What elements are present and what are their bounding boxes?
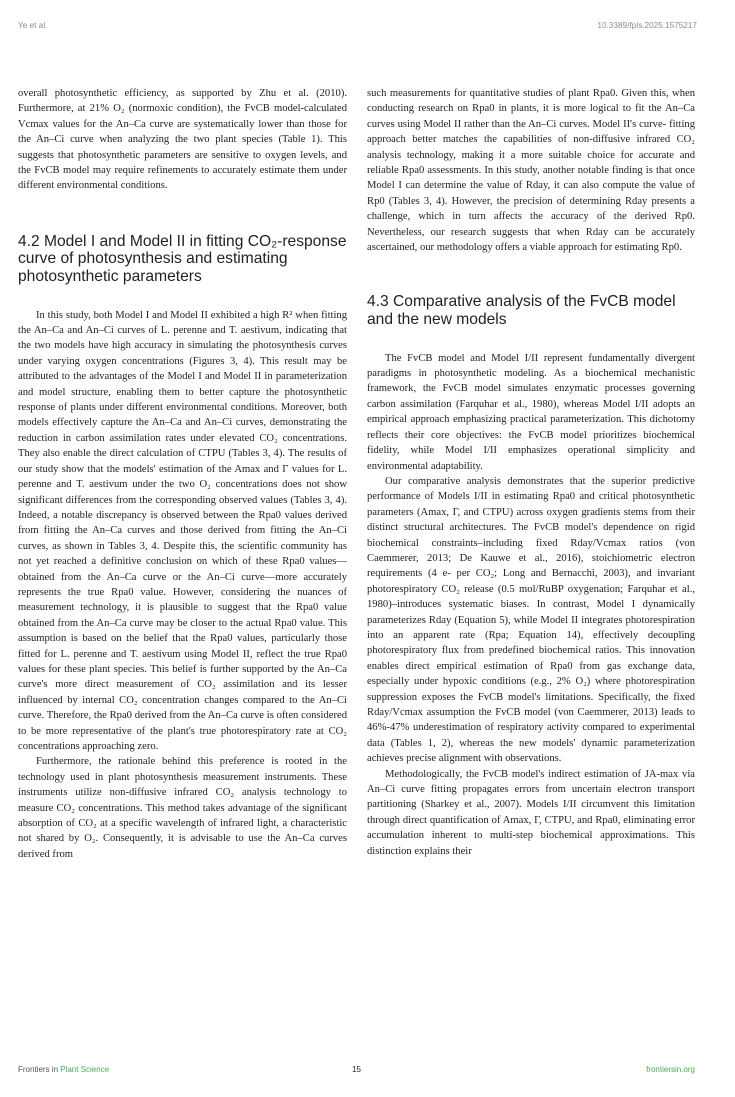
paragraph-left-3: Furthermore, the rationale behind this preference is rooted in the technology used in plant photosynthesis measurement instruments. These instruments utilize non-diffusive infrared CO₂ analysis technology to measure CO₂ concentrations. This method takes advantage of the significant absorption of CO₂ at a specific wavelength of infrared light, a characteristic not shared by O₂. Consequently, it is advisable to use the An–Ca curves derived from [18, 756, 347, 860]
section-heading-4-2: 4.2 Model I and Model II in fitting CO₂-response curve of photosynthesis and estimating photosynthetic parameters [18, 232, 347, 286]
paragraph-right-4: Methodologically, the FvCB model's indirect estimation of JA-max via An–Ci curve fitting propagates errors from uncertain electron transport partitioning (Sharkey et al., 2007). Models I/II circumvent this limitation through direct quantification of Amax, Γ, CTPU, and Rpa0, eliminating error accumulation inherent to multi-step biochemical approximations. This distinction explains their [367, 768, 695, 857]
paragraph-left-2: In this study, both Model I and Model II exhibited a high R² when fitting the An–Ca and An–Ci curves of L. perenne and T. aestivum, indicating that the two models have high accuracy in simulating the photosynthesis curves under varying oxygen concentrations (Figures 3, 4). This result may be attributed to the advantages of the Model I and Model II in parameterization and model structure, enabling them to better capture the photosynthetic response of plants under different environmental conditions. Moreover, both models effectively capture the An–Ca and An–Ci curves, demonstrating the reduction in carbon assimilation rates under elevated CO₂ concentrations. They also enable the direct calculation of CTPU (Tables 3, 4). The results of our study show that the models' estimation of the Amax and Γ values for L. perenne and T. aestivum under the two O₂ concentrations does not show significant differences from the corresponding observed values (Tables 3, 4). Indeed, a notable discrepancy is observed between the Rpa0 values derived from fitting the An–Ca curves and those derived from fitting the An–Ci curves, as shown in Tables 3, 4. Despite this, the scientific community has not yet reached a definitive conclusion on which of these Rpa0 values—obtained from the An–Ca curve or the An–Ci curve—more accurately represents the true Rpa0 value. However, considering the nuances of measurement technology, it is plausible to suggest that the Rpa0 value obtained from the An–Ca curve may be closer to the actual Rpa0 value. This assumption is based on the belief that the Rpa0 values, particularly those fitted for L. perenne and T. aestivum using Model II, reflect the true Rpa0 values for these plant species. This belief is further supported by the An–Ca curve's more direct measurement of CO₂ assimilation and its lesser influenced by internal CO₂ concentration changes compared to the An–Ci curve. Therefore, the Rpa0 derived from the An–Ca curve is often considered to be more representative of the plant's true photorespiratory rate at CO₂ concentrations approaching zero. [18, 309, 347, 752]
right-column [367, 86, 695, 859]
running-head-doi: 10.3389/fpls.2025.1575217 [597, 21, 697, 30]
section-heading-4-3: 4.3 Comparative analysis of the FvCB model and the new models [367, 293, 676, 329]
footer-journal-name[interactable]: Plant Science [60, 1065, 110, 1074]
paragraph-right-3: Our comparative analysis demonstrates that the superior predictive performance of Models I/II in estimating Rpa0 and critical photosynthetic parameters (Amax, Γ, and CTPU) across oxygen gradients stems from their distinct structural architectures. The FvCB model's dependence on rigid biochemical constraints–including fixed Rday/Vcmax ratios (von Caemmerer, 2013; De Kauwe et al., 2016), stoichiometric electron requirements (4 e- per CO₂; Long and Bernacchi, 2003), and invariant photorespiratory CO₂ release (0.5 mol/RuBP oxygenation; Farquhar et al., 1980)–introduces systematic biases. In contrast, Model I dynamically parameterizes Rday (Equation 5), while Model II integrates photorespiration into an apparent rate (Rpa; Equation 14), effectively decoupling photorespiratory flux from predefined biochemical ratios. This innovation enables direct empirical estimation of Rpa0 from gas exchange data, especially under hypoxic conditions (e.g., 2% O₂) where photorespiration suppression exposes the FvCB model's limitations. Specifically, the fixed Rday/Vcmax assumption the FvCB model (von Caemmerer, 2013) leads to 46%-47% underestimation of respiratory activity compared to experimental data (Tables 1, 2), whereas the new models' dynamic parameterization achieves precise alignment with observations. [367, 475, 695, 765]
footer-site-link[interactable]: frontiersin.org [646, 1065, 695, 1074]
paragraph-right-1: such measurements for quantitative studies of plant Rpa0. Given this, when conducting research on Rpa0 in plants, it is more logical to fit the An–Ca curves using Model II rather than the An–Ci curves. Model II's curve- fitting approach better matches the capabilities of non-diffusive infrared CO₂ analysis technology, making it a more suitable choice for accurate and reliable Rpa0 assessments. In this study, another notable finding is that once Model I can determine the value of Rday, it can also compute the value of Rp0 (Tables 3, 4). However, the precision of determining Rday presents a challenge, which in turn affects the accuracy of the derived Rp0. Nevertheless, our research suggests that when Rday can be accurately ascertained, our methodology offers a viable approach for estimating Rp0. [367, 88, 695, 254]
paragraph-left-1: overall photosynthetic efficiency, as supported by Zhu et al. (2010). Furthermore, at 21% O₂ (normoxic condition), the FvCB model-calculated Vcmax values for the An–Ca curve are systematically lower than those for the An–Ci curve when analyzing the two plant species (Table 1). This suggests that photosynthetic parameters are sensitive to oxygen levels, and the FvCB model may require refinements to accurately estimate them under different environmental conditions. [18, 88, 347, 192]
running-head-authors: Ye et al. [18, 21, 48, 30]
paragraph-right-2: The FvCB model and Model I/II represent fundamentally divergent paradigms in photosynthetic modeling. As a biochemical mechanistic framework, the FvCB model simulates enzymatic processes governing carbon assimilation (Farquhar et al., 1980), whereas Model I/II adopts an empirical approach emphasizing practical parameterization. This dichotomy reflects their core objectives: the FvCB model prioritizes biochemical fidelity, while Model I/II emphasizes operational simplicity and environmental adaptability. [367, 352, 695, 472]
footer-journal [18, 1065, 109, 1074]
left-column [18, 86, 347, 862]
footer-journal-prefix: Frontiers in [18, 1065, 61, 1074]
page-number: 15 [352, 1065, 361, 1074]
